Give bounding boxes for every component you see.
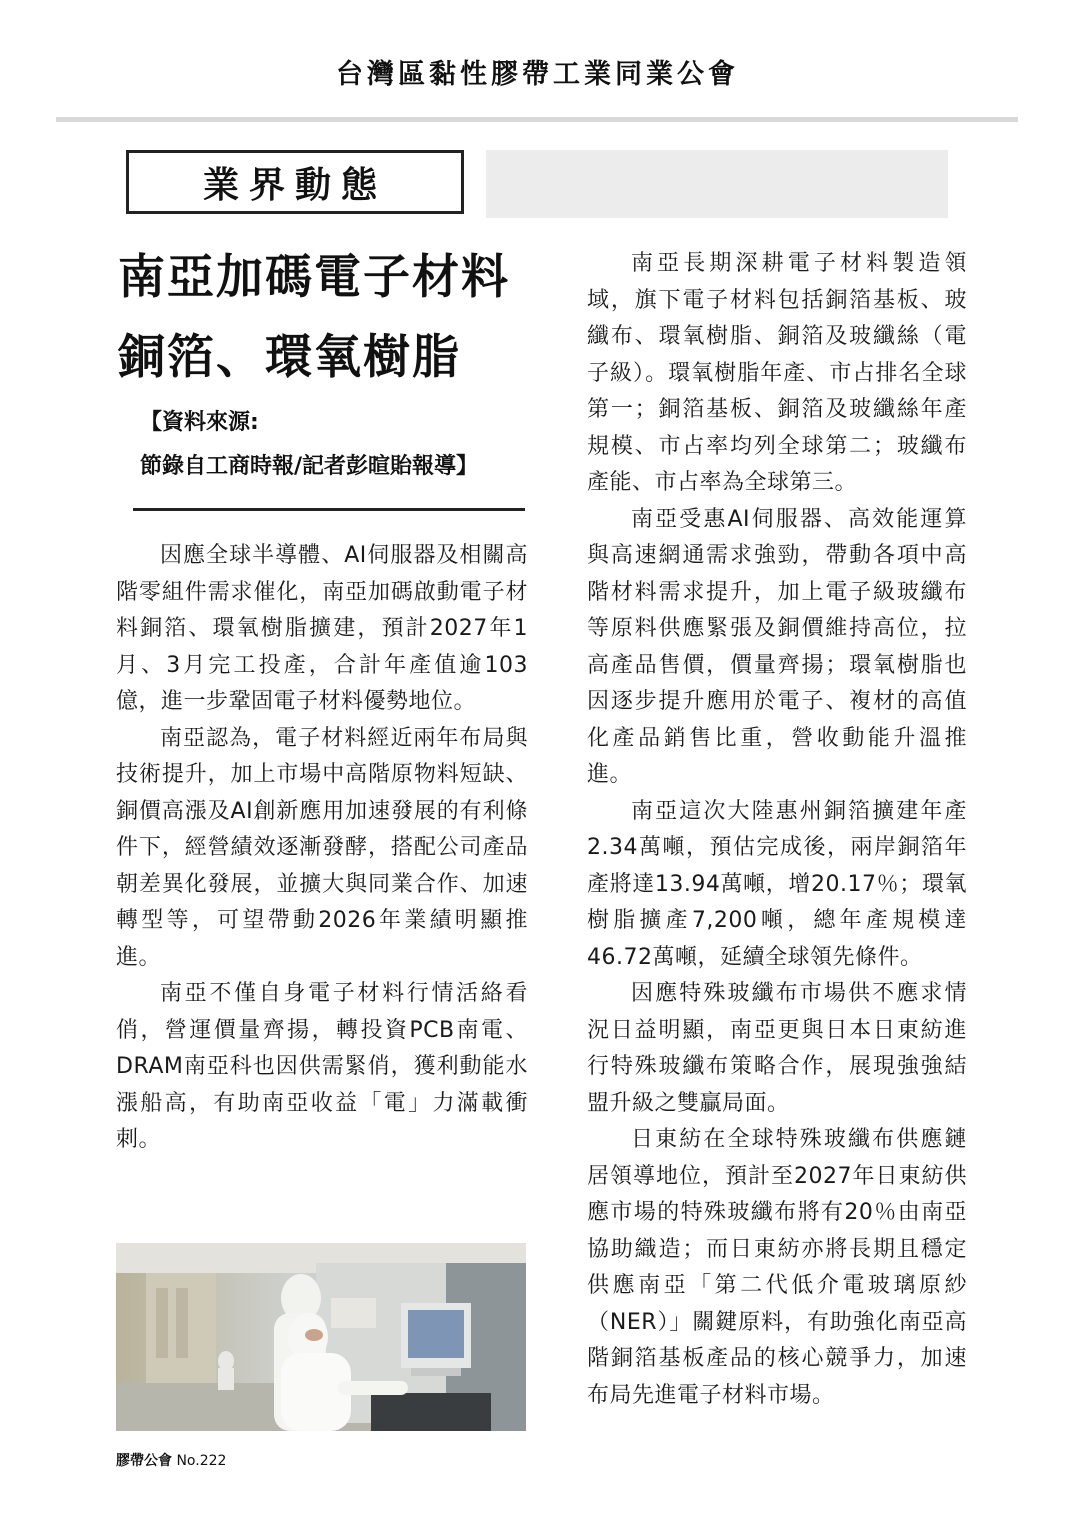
section-banner-bar: [486, 150, 948, 218]
header-divider: [56, 117, 1018, 122]
cleanroom-workers-photo: [116, 1243, 526, 1431]
paragraph: 南亞不僅自身電子材料行情活絡看俏，營運價量齊揚，轉投資PCB南電、DRAM南亞科也因供需緊俏，獲利動能水漲船高，有助南亞收益「電」力滿載衝刺。: [116, 981, 528, 1152]
footer-issue-number: No.222: [176, 1453, 227, 1469]
paragraph: 因應全球半導體、AI伺服器及相關高階零組件需求催化，南亞加碼啟動電子材料銅箔、環氧樹脂擴建，預計2027年1月、3月完工投產，合計年產值逾103億，進一步鞏固電子材料優勢地位。: [116, 543, 528, 714]
paragraph: 南亞受惠AI伺服器、高效能運算與高速網通需求強勁，帶動各項中高階材料需求提升，加上電子級玻纖布等原料供應緊張及銅價維持高位，拉高產品售價，價量齊揚；環氧樹脂也因逐步提升應用於電子、複材的高值化產品銷售比重，營收動能升溫推進。: [587, 506, 967, 787]
paragraph: 因應特殊玻纖布市場供不應求情況日益明顯，南亞更與日本日東紡進行特殊玻纖布策略合作，展現強強結盟升級之雙贏局面。: [587, 981, 967, 1116]
publication-title: 台灣區黏性膠帶工業同業公會: [336, 59, 739, 90]
page-footer: [116, 1450, 226, 1470]
paragraph: 南亞長期深耕電子材料製造領域，旗下電子材料包括銅箔基板、玻纖布、環氧樹脂、銅箔及玻纖絲（電子級）。環氧樹脂年產、市占排名全球第一；銅箔基板、銅箔及玻纖絲年產規模、市占率均列全球第二；玻纖布產能、市占率為全球第三。: [587, 251, 967, 495]
article-source-line1: 【資料來源:: [140, 410, 259, 435]
article-column-left: [116, 538, 528, 1159]
cleanroom-photo-illustration: [116, 1243, 526, 1431]
source-divider: [133, 508, 525, 511]
paragraph: 南亞這次大陸惠州銅箔擴建年產2.34萬噸，預估完成後，兩岸銅箔年產將達13.94萬噸，增20.17％；環氧樹脂擴產7,200噸，總年產規模達46.72萬噸，延續全球領先條件。: [587, 798, 967, 970]
section-label: 業界動態: [126, 150, 464, 214]
article-headline-line1: 南亞加碼電子材料: [118, 250, 510, 305]
footer-magazine-name: 膠帶公會: [116, 1453, 172, 1469]
article-source-line2: 節錄自工商時報/記者彭暄貽報導】: [140, 454, 479, 479]
paragraph: 日東紡在全球特殊玻纖布供應鏈居領導地位，預計至2027年日東紡供應市場的特殊玻纖布將有20％由南亞協助織造；而日東紡亦將長期且穩定供應南亞「第二代低介電玻璃原紗（NER）」關鍵原料，有助強化南亞高階銅箔基板產品的核心競爭力，加速布局先進電子材料市場。: [587, 1127, 967, 1408]
article-headline-line2: 銅箔、環氧樹脂: [118, 330, 461, 385]
paragraph: 南亞認為，電子材料經近兩年布局與技術提升，加上市場中高階原物料短缺、銅價高漲及AI創新應用加速發展的有利條件下，經營績效逐漸發酵，搭配公司產品朝差異化發展，並擴大與同業合作、加速轉型等，可望帶動2026年業績明顯推進。: [116, 725, 528, 970]
article-column-right: [587, 246, 967, 1414]
